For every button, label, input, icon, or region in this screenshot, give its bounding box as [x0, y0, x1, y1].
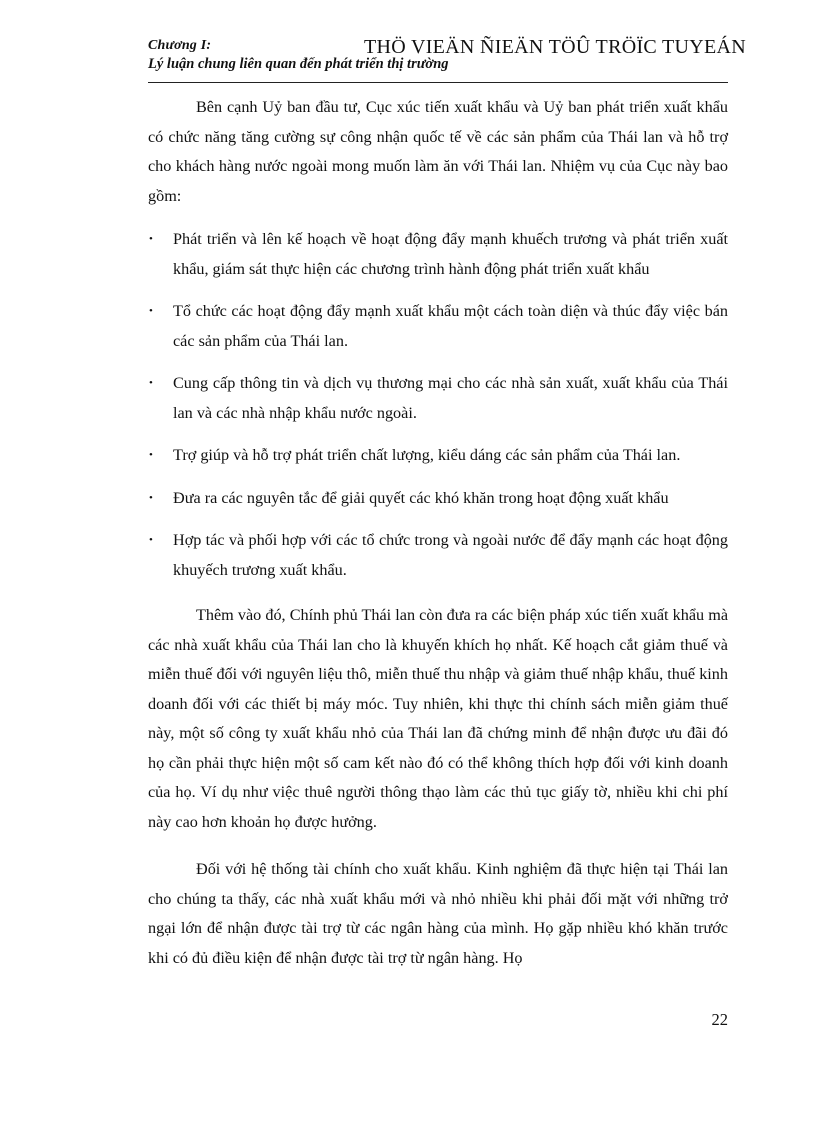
bullet-icon: • [149, 305, 153, 317]
list-item-text: Phát triển và lên kế hoạch về hoạt động đẩy mạnh khuếch trương và phát triển xuất khẩu, giám sát thực hiện các chương trình hành động phát triển xuất khẩu [173, 230, 728, 278]
paragraph-measures: Thêm vào đó, Chính phủ Thái lan còn đưa ra các biện pháp xúc tiến xuất khẩu mà các nhà xuất khẩu của Thái lan cho là khuyến khích họ nhất. Kế hoạch cắt giảm thuế và miễn thuế đối với nguyên liệu thô, miễn thuế thu nhập và giảm thuế nhập khẩu, thuế kinh doanh đối với các thiết bị máy móc. Tuy nhiên, khi thực thi chính sách miễn giảm thuế này, một số công ty xuất khẩu nhỏ của Thái lan đã chứng minh để nhận được ưu đãi đó họ cần phải thực hiện một số cam kết nào đó có thể không thích hợp đối với kinh doanh của họ. Ví dụ như việc thuê người thông thạo làm các thủ tục giấy tờ, nhiều khi chi phí này cao hơn khoản họ được hưởng. [148, 606, 728, 831]
bullet-icon: • [149, 534, 153, 546]
bullet-icon: • [149, 377, 153, 389]
paragraph-finance: Đối với hệ thống tài chính cho xuất khẩu. Kinh nghiệm đã thực hiện tại Thái lan cho chúng ta thấy, các nhà xuất khẩu mới và nhỏ nhiều khi phải đối mặt với những trở ngại lớn để nhận được tài trợ từ các ngân hàng của mình. Họ gặp nhiều khó khăn trước khi có đủ điều kiện để nhận được tài trợ từ ngân hàng. Họ [148, 860, 728, 967]
bullet-icon: • [149, 233, 153, 245]
bullet-icon: • [149, 449, 153, 461]
list-item-text: Cung cấp thông tin và dịch vụ thương mại cho các nhà sản xuất, xuất khẩu của Thái lan và các nhà nhập khẩu nước ngoài. [173, 374, 728, 422]
list-item-text: Tổ chức các hoạt động đẩy mạnh xuất khẩu một cách toàn diện và thúc đẩy việc bán các sản phẩm của Thái lan. [173, 302, 728, 350]
list-item-text: Trợ giúp và hỗ trợ phát triển chất lượng, kiểu dáng các sản phẩm của Thái lan. [173, 446, 681, 464]
header-divider [148, 82, 728, 83]
list-item [148, 526, 728, 585]
paragraph-intro: Bên cạnh Uỷ ban đầu tư, Cục xúc tiến xuất khẩu và Uỷ ban phát triển xuất khẩu có chức năng tăng cường sự công nhận quốc tế về các sản phẩm của Thái lan và hỗ trợ cho khách hàng nước ngoài mong muốn làm ăn với Thái lan. Nhiệm vụ của Cục này bao gồm: [148, 98, 728, 205]
list-item [148, 441, 728, 471]
chapter-label: Chương I: [148, 38, 212, 53]
document-body [148, 93, 728, 973]
library-watermark: THÖ VIEÄN ÑIEÄN TÖÛ TRÖÏC TUYEÁN [364, 36, 746, 58]
list-item [148, 297, 728, 356]
bullet-icon: • [149, 491, 153, 504]
duties-list [148, 225, 728, 585]
list-item [148, 484, 728, 514]
list-item-text: Đưa ra các nguyên tắc để giải quyết các khó khăn trong hoạt động xuất khẩu [173, 488, 669, 507]
page-number: 22 [711, 1010, 728, 1029]
list-item [148, 369, 728, 428]
chapter-subtitle: Lý luận chung liên quan đến phát triển thị trường [148, 56, 449, 72]
list-item-text: Hợp tác và phối hợp với các tổ chức trong và ngoài nước để đẩy mạnh các hoạt động khuyếch trương xuất khẩu. [173, 531, 728, 579]
list-item [148, 225, 728, 284]
page-header [148, 36, 746, 82]
